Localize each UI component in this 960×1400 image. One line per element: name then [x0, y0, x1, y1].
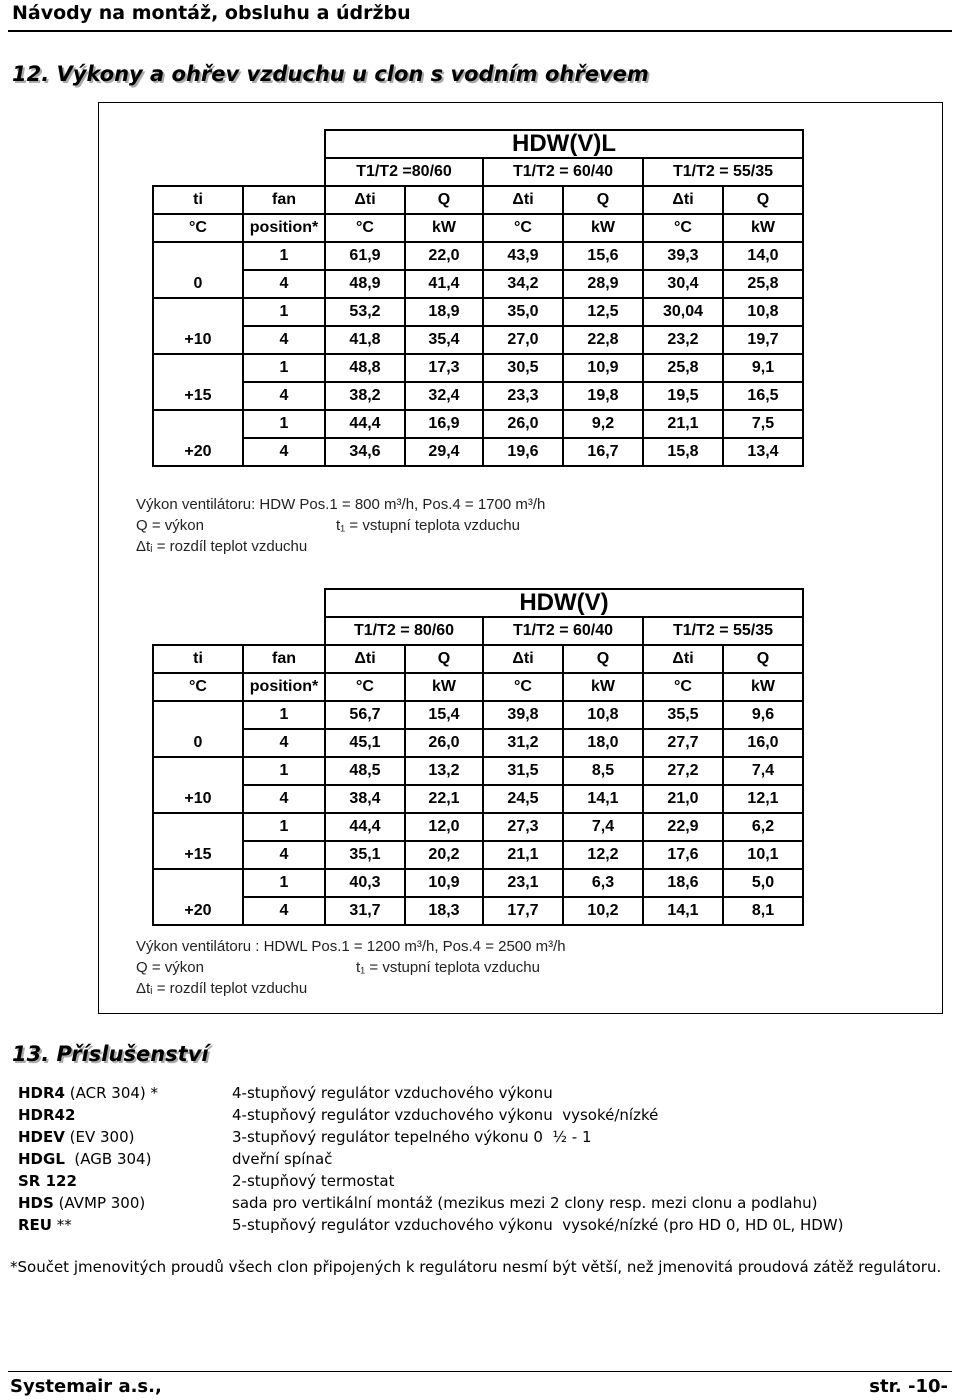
unit-header: kW	[723, 214, 803, 242]
unit-header: position*	[243, 214, 325, 242]
value-cell: 23,2	[643, 326, 723, 354]
value-cell: 7,4	[563, 813, 643, 841]
inlet-temperature-cell: +20	[153, 438, 243, 466]
document-header-title: Návody na montáž, obsluhu a údržbu	[12, 2, 411, 24]
column-header: fan	[243, 186, 325, 214]
value-cell: 41,8	[325, 326, 405, 354]
value-cell: 43,9	[483, 242, 563, 270]
accessory-item	[18, 1126, 592, 1148]
inlet-temperature-cell: +20	[153, 897, 243, 925]
accessory-item	[18, 1104, 659, 1126]
column-header: Δti	[483, 186, 563, 214]
table-row	[153, 701, 803, 729]
column-header: Q	[563, 186, 643, 214]
value-cell: 18,9	[405, 298, 483, 326]
accessory-description: 5-stupňový regulátor vzduchového výkonu vysoké/nízké (pro HD 0, HD 0L, HDW)	[232, 1216, 844, 1234]
model-name: HDW(V)L	[325, 130, 803, 158]
accessory-item	[18, 1148, 333, 1170]
header-row-symbols	[153, 645, 803, 673]
t1-legend: t₁ = vstupní teplota vzduchu	[336, 517, 520, 534]
value-cell: 8,1	[723, 897, 803, 925]
accessory-description: 4-stupňový regulátor vzduchového výkonu	[232, 1084, 553, 1102]
value-cell: 38,2	[325, 382, 405, 410]
value-cell: 32,4	[405, 382, 483, 410]
fan-position-cell: 4	[243, 270, 325, 298]
header-row-units	[153, 214, 803, 242]
table2-notes	[136, 936, 566, 999]
value-cell: 21,1	[643, 410, 723, 438]
value-cell: 19,5	[643, 382, 723, 410]
inlet-temperature-cell	[153, 242, 243, 270]
accessory-type: (AVMP 300)	[53, 1194, 146, 1212]
column-header: Δti	[325, 186, 405, 214]
value-cell: 16,5	[723, 382, 803, 410]
accessory-code: HDR4	[18, 1084, 65, 1102]
value-cell: 15,4	[405, 701, 483, 729]
value-cell: 6,2	[723, 813, 803, 841]
value-cell: 38,4	[325, 785, 405, 813]
value-cell: 34,6	[325, 438, 405, 466]
inlet-temperature-cell	[153, 298, 243, 326]
performance-table-hdwvl	[152, 129, 804, 467]
inlet-temperature-cell: +10	[153, 785, 243, 813]
value-cell: 24,5	[483, 785, 563, 813]
value-cell: 61,9	[325, 242, 405, 270]
value-cell: 40,3	[325, 869, 405, 897]
value-cell: 21,0	[643, 785, 723, 813]
value-cell: 45,1	[325, 729, 405, 757]
table-row	[153, 242, 803, 270]
value-cell: 15,6	[563, 242, 643, 270]
table-row	[153, 869, 803, 897]
unit-header: °C	[643, 214, 723, 242]
unit-header: °C	[483, 214, 563, 242]
model-name: HDW(V)	[325, 589, 803, 617]
unit-header: kW	[563, 214, 643, 242]
header-row-units	[153, 673, 803, 701]
fan-position-cell: 4	[243, 785, 325, 813]
value-cell: 41,4	[405, 270, 483, 298]
footnote: *Součet jmenovitých proudů všech clon připojených k regulátoru nesmí být větší, než jmenovitá proudová zátěž regulátoru.	[10, 1258, 942, 1276]
value-cell: 29,4	[405, 438, 483, 466]
unit-header: kW	[723, 673, 803, 701]
unit-header: °C	[325, 214, 405, 242]
accessory-code: REU	[18, 1216, 52, 1234]
value-cell: 31,2	[483, 729, 563, 757]
value-cell: 48,8	[325, 354, 405, 382]
table-row	[153, 785, 803, 813]
table-row	[153, 438, 803, 466]
column-header: Δti	[643, 186, 723, 214]
column-header: ti	[153, 186, 243, 214]
table-row	[153, 298, 803, 326]
group-header: T1/T2 = 60/40	[483, 158, 643, 186]
performance-table-hdwv	[152, 588, 804, 926]
footer-company: Systemair a.s.,	[10, 1376, 162, 1397]
column-header: Δti	[325, 645, 405, 673]
column-header: Q	[405, 186, 483, 214]
table-row	[153, 841, 803, 869]
value-cell: 34,2	[483, 270, 563, 298]
value-cell: 27,7	[643, 729, 723, 757]
value-cell: 19,6	[483, 438, 563, 466]
inlet-temperature-cell	[153, 813, 243, 841]
column-header: fan	[243, 645, 325, 673]
accessory-item	[18, 1214, 844, 1236]
value-cell: 9,2	[563, 410, 643, 438]
value-cell: 10,9	[563, 354, 643, 382]
accessory-type: (AGB 304)	[64, 1150, 152, 1168]
inlet-temperature-cell	[153, 869, 243, 897]
header-divider	[8, 30, 952, 32]
t1-legend: t₁ = vstupní teplota vzduchu	[356, 959, 540, 976]
unit-header: °C	[153, 673, 243, 701]
fan-position-cell: 1	[243, 869, 325, 897]
fan-capacity-note: Výkon ventilátoru : HDWL Pos.1 = 1200 m³/h, Pos.4 = 2500 m³/h	[136, 938, 566, 955]
value-cell: 23,1	[483, 869, 563, 897]
group-header: T1/T2 =80/60	[325, 158, 483, 186]
value-cell: 10,9	[405, 869, 483, 897]
accessory-description: 4-stupňový regulátor vzduchového výkonu vysoké/nízké	[232, 1106, 659, 1124]
value-cell: 17,7	[483, 897, 563, 925]
value-cell: 20,2	[405, 841, 483, 869]
section-13-title: 13. Příslušenství	[12, 1042, 209, 1066]
section-12-title: 12. Výkony a ohřev vzduchu u clon s vodním ohřevem	[12, 62, 649, 86]
accessory-description: 2-stupňový termostat	[232, 1172, 395, 1190]
value-cell: 48,9	[325, 270, 405, 298]
value-cell: 16,7	[563, 438, 643, 466]
table-row	[153, 897, 803, 925]
accessory-item	[18, 1170, 395, 1192]
value-cell: 27,0	[483, 326, 563, 354]
value-cell: 25,8	[723, 270, 803, 298]
unit-header: °C	[153, 214, 243, 242]
value-cell: 30,5	[483, 354, 563, 382]
value-cell: 27,2	[643, 757, 723, 785]
value-cell: 44,4	[325, 410, 405, 438]
fan-position-cell: 1	[243, 757, 325, 785]
unit-header: kW	[563, 673, 643, 701]
value-cell: 9,1	[723, 354, 803, 382]
group-header: T1/T2 = 80/60	[325, 617, 483, 645]
fan-position-cell: 1	[243, 354, 325, 382]
value-cell: 22,8	[563, 326, 643, 354]
column-header: Δti	[643, 645, 723, 673]
unit-header: kW	[405, 214, 483, 242]
value-cell: 22,9	[643, 813, 723, 841]
value-cell: 10,1	[723, 841, 803, 869]
inlet-temperature-cell: +15	[153, 382, 243, 410]
value-cell: 19,7	[723, 326, 803, 354]
value-cell: 53,2	[325, 298, 405, 326]
table-body	[153, 242, 803, 466]
value-cell: 30,04	[643, 298, 723, 326]
dti-legend: Δtᵢ = rozdíl teplot vzduchu	[136, 980, 308, 997]
group-header: T1/T2 = 55/35	[643, 617, 803, 645]
value-cell: 10,8	[723, 298, 803, 326]
column-header: Q	[723, 645, 803, 673]
value-cell: 56,7	[325, 701, 405, 729]
accessories-list	[18, 1082, 844, 1236]
value-cell: 30,4	[643, 270, 723, 298]
value-cell: 39,3	[643, 242, 723, 270]
table-row	[153, 729, 803, 757]
value-cell: 6,3	[563, 869, 643, 897]
unit-header: °C	[325, 673, 405, 701]
dti-legend: Δtᵢ = rozdíl teplot vzduchu	[136, 538, 308, 555]
value-cell: 25,8	[643, 354, 723, 382]
inlet-temperature-cell: +10	[153, 326, 243, 354]
table-row	[153, 410, 803, 438]
value-cell: 18,3	[405, 897, 483, 925]
fan-position-cell: 1	[243, 410, 325, 438]
value-cell: 10,2	[563, 897, 643, 925]
fan-position-cell: 4	[243, 438, 325, 466]
inlet-temperature-cell: +15	[153, 841, 243, 869]
value-cell: 14,0	[723, 242, 803, 270]
column-header: Q	[563, 645, 643, 673]
column-header: Q	[723, 186, 803, 214]
value-cell: 16,9	[405, 410, 483, 438]
table-row	[153, 757, 803, 785]
value-cell: 18,0	[563, 729, 643, 757]
table-row	[153, 813, 803, 841]
value-cell: 44,4	[325, 813, 405, 841]
value-cell: 14,1	[563, 785, 643, 813]
inlet-temperature-cell: 0	[153, 729, 243, 757]
footer-page-number: str. -10-	[869, 1376, 948, 1397]
unit-header: °C	[643, 673, 723, 701]
inlet-temperature-cell	[153, 410, 243, 438]
value-cell: 31,5	[483, 757, 563, 785]
value-cell: 28,9	[563, 270, 643, 298]
fan-position-cell: 1	[243, 701, 325, 729]
footer-divider	[8, 1371, 952, 1372]
table-body	[153, 701, 803, 925]
value-cell: 15,8	[643, 438, 723, 466]
accessory-description: 3-stupňový regulátor tepelného výkonu 0 ½ - 1	[232, 1128, 592, 1146]
value-cell: 31,7	[325, 897, 405, 925]
table-row	[153, 326, 803, 354]
value-cell: 13,4	[723, 438, 803, 466]
value-cell: 10,8	[563, 701, 643, 729]
accessory-type: **	[51, 1216, 72, 1234]
group-header: T1/T2 = 60/40	[483, 617, 643, 645]
value-cell: 16,0	[723, 729, 803, 757]
fan-position-cell: 4	[243, 326, 325, 354]
accessory-item	[18, 1082, 553, 1104]
accessory-code: SR 122	[18, 1172, 77, 1190]
value-cell: 14,1	[643, 897, 723, 925]
accessory-code: HDEV	[18, 1128, 65, 1146]
accessory-code: HDR42	[18, 1106, 76, 1124]
group-header: T1/T2 = 55/35	[643, 158, 803, 186]
column-header: Q	[405, 645, 483, 673]
value-cell: 17,3	[405, 354, 483, 382]
value-cell: 12,1	[723, 785, 803, 813]
value-cell: 21,1	[483, 841, 563, 869]
unit-header: °C	[483, 673, 563, 701]
accessory-type: (EV 300)	[64, 1128, 135, 1146]
value-cell: 23,3	[483, 382, 563, 410]
value-cell: 19,8	[563, 382, 643, 410]
value-cell: 17,6	[643, 841, 723, 869]
accessory-description: dveřní spínač	[232, 1150, 333, 1168]
value-cell: 35,0	[483, 298, 563, 326]
value-cell: 13,2	[405, 757, 483, 785]
accessory-code: HDS	[18, 1194, 54, 1212]
accessory-description: sada pro vertikální montáž (mezikus mezi 2 clony resp. mezi clonu a podlahu)	[232, 1194, 818, 1212]
q-legend: Q = výkon	[136, 959, 204, 976]
value-cell: 26,0	[483, 410, 563, 438]
value-cell: 35,1	[325, 841, 405, 869]
header-row-symbols	[153, 186, 803, 214]
table-row	[153, 382, 803, 410]
value-cell: 18,6	[643, 869, 723, 897]
value-cell: 9,6	[723, 701, 803, 729]
q-legend: Q = výkon	[136, 517, 204, 534]
value-cell: 12,2	[563, 841, 643, 869]
unit-header: kW	[405, 673, 483, 701]
fan-position-cell: 1	[243, 242, 325, 270]
inlet-temperature-cell	[153, 354, 243, 382]
accessory-type: (ACR 304) *	[65, 1084, 159, 1102]
accessory-item	[18, 1192, 818, 1214]
value-cell: 7,5	[723, 410, 803, 438]
unit-header: position*	[243, 673, 325, 701]
inlet-temperature-cell	[153, 757, 243, 785]
value-cell: 22,0	[405, 242, 483, 270]
value-cell: 8,5	[563, 757, 643, 785]
value-cell: 39,8	[483, 701, 563, 729]
table1-notes	[136, 494, 545, 557]
value-cell: 35,5	[643, 701, 723, 729]
value-cell: 35,4	[405, 326, 483, 354]
fan-position-cell: 1	[243, 298, 325, 326]
fan-position-cell: 4	[243, 382, 325, 410]
fan-capacity-note: Výkon ventilátoru: HDW Pos.1 = 800 m³/h, Pos.4 = 1700 m³/h	[136, 496, 546, 513]
fan-position-cell: 1	[243, 813, 325, 841]
table-row	[153, 270, 803, 298]
column-header: ti	[153, 645, 243, 673]
value-cell: 27,3	[483, 813, 563, 841]
value-cell: 12,0	[405, 813, 483, 841]
value-cell: 22,1	[405, 785, 483, 813]
value-cell: 7,4	[723, 757, 803, 785]
accessory-code: HDGL	[18, 1150, 65, 1168]
value-cell: 26,0	[405, 729, 483, 757]
table-row	[153, 354, 803, 382]
value-cell: 48,5	[325, 757, 405, 785]
performance-table	[152, 129, 804, 467]
column-header: Δti	[483, 645, 563, 673]
fan-position-cell: 4	[243, 729, 325, 757]
performance-table	[152, 588, 804, 926]
fan-position-cell: 4	[243, 897, 325, 925]
inlet-temperature-cell	[153, 701, 243, 729]
value-cell: 12,5	[563, 298, 643, 326]
inlet-temperature-cell: 0	[153, 270, 243, 298]
value-cell: 5,0	[723, 869, 803, 897]
fan-position-cell: 4	[243, 841, 325, 869]
